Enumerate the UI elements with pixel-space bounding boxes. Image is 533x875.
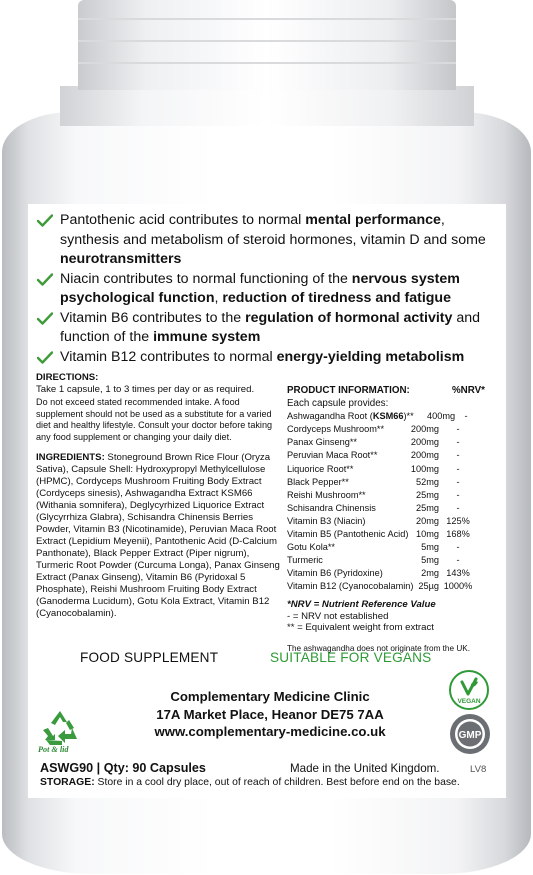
food-supplement-banner: FOOD SUPPLEMENT	[80, 650, 219, 665]
nutrient-nrv: -	[456, 450, 460, 461]
nutrient-row	[287, 580, 497, 593]
nutrient-nrv: 125%	[446, 515, 470, 526]
nutrient-amount: 25mg	[416, 489, 439, 500]
nutrient-nrv: 143%	[446, 568, 470, 579]
nutrient-name	[287, 410, 427, 423]
nutrient-name-text: Vitamin B3 (Niacin)	[287, 515, 366, 526]
nutrient-name	[287, 515, 403, 528]
nutrient-name	[287, 554, 403, 567]
nutrient-name	[287, 541, 403, 554]
nutrient-nrv: 168%	[446, 529, 470, 540]
nutrient-amount: 5mg	[421, 542, 439, 553]
nutrient-name-text: Liquorice Root**	[287, 463, 354, 474]
vegan-badge-text: VEGAN	[457, 698, 481, 705]
nutrient-name	[287, 476, 403, 489]
product-information-heading: PRODUCT INFORMATION:	[287, 385, 410, 396]
nutrient-name	[287, 463, 403, 476]
nutrient-nrv: -	[464, 411, 468, 422]
claim-item	[36, 348, 506, 368]
claim-highlight: reduction of tiredness and fatigue	[222, 290, 451, 306]
pot-lid-label: Pot & lid	[38, 745, 69, 754]
nutrient-name	[287, 528, 409, 541]
nutrient-nrv: -	[456, 476, 460, 487]
nutrient-table	[287, 410, 497, 593]
origin-note: The ashwagandha does not originate from the UK.	[287, 644, 470, 654]
directions-heading: DIRECTIONS:	[36, 372, 99, 383]
claim-text: ,	[214, 290, 223, 306]
gmp-badge-icon	[449, 713, 491, 755]
nutrient-nrv: -	[456, 555, 460, 566]
nutrient-row	[287, 436, 497, 449]
nutrient-row	[287, 554, 497, 567]
nutrient-row	[287, 410, 497, 423]
nutrient-amount: 200mg	[410, 450, 439, 461]
checkmark-icon	[37, 214, 53, 227]
nutrient-name	[287, 580, 414, 593]
nutrient-amount: 10mg	[416, 529, 439, 540]
claim-highlight: nervous system psychological function	[60, 270, 460, 306]
bottle-neck	[60, 86, 474, 126]
nutrient-row	[287, 489, 497, 502]
nutrient-name-text: Black Pepper**	[287, 476, 349, 487]
claim-highlight: regulation of hormonal activity	[245, 309, 453, 326]
nutrient-amount: 200mg	[410, 424, 439, 435]
claim-highlight: mental performance	[305, 212, 441, 228]
legend-nrv: - = NRV not established	[287, 610, 389, 622]
made-in-label: Made in the United Kingdom.	[290, 762, 440, 775]
checkmark-icon	[37, 312, 53, 325]
nutrient-amount: 20mg	[416, 515, 439, 526]
cap-ridge	[78, 18, 456, 20]
nutrient-nrv: -	[456, 463, 460, 474]
claim-text: Vitamin B6 contributes to the	[60, 309, 246, 326]
nutrient-name	[287, 449, 403, 462]
nutrient-amount: 2mg	[421, 568, 439, 579]
nutrient-name-text: Reishi Mushroom**	[287, 489, 366, 500]
nutrient-amount: 100mg	[410, 463, 439, 474]
claim-text: Vitamin B12 contributes to normal	[60, 348, 277, 365]
nutrient-nrv: -	[456, 502, 460, 513]
nutrient-row	[287, 567, 497, 580]
nutrient-row	[287, 515, 497, 528]
nutrient-row	[287, 463, 497, 476]
cap-ridge	[78, 62, 456, 64]
nutrient-name	[287, 423, 403, 436]
nutrient-row	[287, 502, 497, 515]
nutrient-amount: 400mg	[427, 411, 456, 422]
product-code	[40, 761, 206, 775]
nutrient-nrv: 1000%	[443, 581, 473, 592]
nutrient-name-text: Peruvian Maca Root**	[287, 450, 378, 461]
checkmark-icon	[37, 273, 53, 286]
clinic-address: 17A Market Place, Heanor DE75 7AA	[156, 706, 384, 722]
claim-item	[36, 309, 506, 348]
claim-highlight: neurotransmitters	[60, 251, 182, 267]
recycle-icon	[40, 708, 80, 748]
clinic-website: www.complementary-medicine.co.uk	[154, 724, 386, 739]
clinic-info	[100, 688, 440, 741]
nutrient-row	[287, 449, 497, 462]
nutrient-name-text: Gotu Kola**	[287, 542, 336, 553]
storage-info	[40, 777, 460, 788]
storage-label: STORAGE:	[40, 777, 95, 788]
nutrient-name	[287, 436, 403, 449]
nutrient-amount: 25µg	[418, 581, 439, 592]
legend-extract: ** = Equivalent weight from extract	[287, 622, 434, 634]
nutrient-name-text: Vitamin B5 (Pantothenic Acid)	[287, 529, 409, 540]
directions-ingredients-column	[36, 372, 282, 620]
vegan-badge-icon	[449, 670, 489, 710]
nutrient-name-text: Cordyceps Mushroom**	[287, 424, 385, 435]
directions-text: Take 1 capsule, 1 to 3 times per day or as required.	[36, 384, 255, 396]
claim-text: Niacin contributes to normal functioning of the	[60, 270, 352, 287]
cap-ridge	[78, 40, 456, 42]
product-information-subheading: Each capsule provides:	[287, 398, 389, 410]
nutrient-name-suffix: )**	[403, 411, 414, 422]
claim-item	[36, 270, 506, 309]
claim-item	[36, 211, 506, 270]
nutrient-row	[287, 476, 497, 489]
nutrient-amount: 25mg	[416, 502, 439, 513]
nutrient-row	[287, 541, 497, 554]
nutrient-name-text: Ashwagandha Root (	[287, 411, 373, 422]
nrv-heading: %NRV*	[451, 385, 485, 396]
ingredients-list	[36, 452, 282, 620]
nutrient-name	[287, 489, 403, 502]
nutrient-name	[287, 567, 403, 580]
claim-text: Pantothenic acid contributes to normal	[60, 212, 306, 228]
ingredients-heading: INGREDIENTS:	[36, 452, 105, 464]
nutrient-row	[287, 423, 497, 436]
nutrient-name-text: Panax Ginseng**	[287, 437, 357, 448]
claim-text: and function of the	[60, 309, 481, 345]
suitable-for-vegans-banner: SUITABLE FOR VEGANS	[270, 650, 432, 665]
claim-text: , synthesis and metabolism of steroid hormones, vitamin D and some	[60, 212, 486, 248]
checkmark-icon	[37, 351, 53, 364]
nutrient-amount: 200mg	[410, 437, 439, 448]
nutrient-nrv: -	[456, 437, 460, 448]
claim-highlight: energy-yielding metabolism	[276, 348, 465, 365]
nutrient-row	[287, 528, 497, 541]
directions-warning: Do not exceed stated recommended intake. A food supplement should not be used as a substitute for a varied diet and healthy lifestyle. Consult your doctor before taking any food supplement or changing your daily diet.	[36, 397, 273, 442]
product-information-panel	[287, 384, 497, 655]
gmp-badge-text: GMP	[458, 730, 482, 741]
nutrient-amount: 5mg	[421, 555, 439, 566]
clinic-name: Complementary Medicine Clinic	[170, 689, 370, 704]
product-information-header	[287, 384, 485, 397]
product-code-text: ASWG90 | Qty: 90 Capsules	[40, 761, 206, 775]
nutrient-amount: 52mg	[416, 476, 439, 487]
lv-code: LV8	[470, 764, 487, 775]
nutrient-nrv: -	[456, 489, 460, 500]
nutrient-name-text: Turmeric	[287, 555, 323, 566]
ingredients-text: Stoneground Brown Rice Flour (Oryza Sativa), Capsule Shell: Hydroxypropyl Methylcellulose (HPMC), Cordyceps Mushroom Fruiting Body Extract (Cordyceps sinesis), Ashwagandha Extract KSM66 (Withania somnifera), Deglycyrhized Liquorice Extract (Glycyrrhiza Glabra), Schisandra Chinensis Berries Powder, Vitamin B3 (Nicotinamide), Peruvian Maca Root Extract (Lepidium Meyenii), Pantothenic Acid (D-Calcium Panthonate), Black Pepper Extract (Piper nigrum), Turmeric Root Powder (Curcuma Longa), Panax Ginseng Extract (Panax Ginseng), Vitamin B6 (Pyridoxal 5 Phosphate), Reishi Mushroom Fruiting Body Extract (Ganoderma Lucidum), Gotu Kola Extract, Vitamin B12 (Cyanocobalamin).	[36, 452, 280, 620]
bottle-cap	[78, 0, 456, 90]
nutrient-name-text: Vitamin B12 (Cyanocobalamin)	[287, 581, 414, 592]
nutrient-name-text: Vitamin B6 (Pyridoxine)	[287, 568, 383, 579]
nutrient-nrv: -	[456, 542, 460, 553]
storage-text: Store in a cool dry place, out of reach of children. Best before end on the base.	[94, 777, 460, 788]
nutrient-nrv: -	[456, 424, 460, 435]
nrv-note: *NRV = Nutrient Reference Value	[287, 598, 436, 610]
claim-highlight: immune system	[153, 329, 261, 345]
nutrient-name-text: Schisandra Chinensis	[287, 502, 376, 513]
health-claims	[36, 211, 506, 367]
nutrient-name-bold: KSM66	[372, 411, 404, 422]
nutrient-name	[287, 502, 403, 515]
